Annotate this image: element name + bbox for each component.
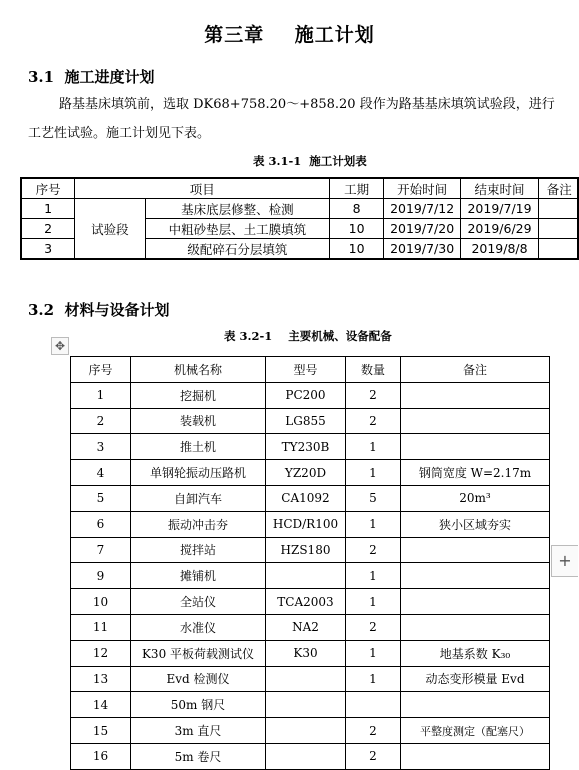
cell-name: 自卸汽车 (131, 485, 266, 511)
table-header-row (21, 178, 578, 199)
header-days: 工期 (330, 178, 384, 199)
cell-qty: 5 (346, 485, 401, 511)
cell-model: HCD/R100 (266, 511, 346, 537)
header-note: 备注 (538, 178, 578, 199)
header-item: 项目 (75, 178, 330, 199)
cell-note: 平整度测定（配塞尺） (401, 718, 550, 744)
cell-no: 3 (21, 239, 75, 260)
table-row (71, 666, 550, 692)
table-row (71, 537, 550, 563)
cell-note (401, 537, 550, 563)
cell-no: 1 (21, 199, 75, 219)
cell-model: TY230B (266, 434, 346, 460)
cell-end: 2019/8/8 (461, 239, 538, 260)
cell-item: 基床底层修整、检测 (145, 199, 330, 219)
cell-qty: 1 (346, 666, 401, 692)
header-start: 开始时间 (383, 178, 460, 199)
cell-note: 20m³ (401, 485, 550, 511)
paragraph-line-1: 路基基床填筑前，选取 DK68+758.20～+858.20 段作为路基基床填筑试验段，进行 (59, 97, 555, 112)
cell-model: NA2 (266, 614, 346, 640)
cell-note (538, 219, 578, 239)
cell-no: 7 (71, 537, 131, 563)
cell-note (401, 743, 550, 769)
cell-name: 振动冲击夯 (131, 511, 266, 537)
cell-note (401, 382, 550, 408)
cell-qty: 2 (346, 743, 401, 769)
header-no: 序号 (21, 178, 75, 199)
table-row (71, 382, 550, 408)
cell-qty: 2 (346, 408, 401, 434)
cell-note (401, 589, 550, 615)
table-header-row (71, 357, 550, 383)
cell-model: PC200 (266, 382, 346, 408)
cell-no: 12 (71, 640, 131, 666)
paragraph-line-2: 工艺性试验。施工计划见下表。 (28, 126, 211, 141)
cell-note (401, 692, 550, 718)
cell-item: 级配碎石分层填筑 (145, 239, 330, 260)
header-model: 型号 (266, 357, 346, 383)
cell-note (401, 408, 550, 434)
table-row (21, 199, 578, 219)
cell-no: 6 (71, 511, 131, 537)
table-row (71, 718, 550, 744)
cell-no: 4 (71, 460, 131, 486)
section-heading-3-1: 3.1 施工进度计划 (28, 68, 155, 86)
section-heading-3-2: 3.2 材料与设备计划 (28, 301, 170, 319)
cell-model: K30 (266, 640, 346, 666)
cell-note: 地基系数 K₃₀ (401, 640, 550, 666)
cell-name: 50m 钢尺 (131, 692, 266, 718)
equipment-table (70, 356, 550, 770)
table-row (71, 692, 550, 718)
cell-no: 1 (71, 382, 131, 408)
cell-start: 2019/7/20 (383, 219, 460, 239)
cell-no: 10 (71, 589, 131, 615)
move-icon[interactable]: ✥ (51, 337, 69, 355)
table-caption-3-2-1: 表 3.2-1 主要机械、设备配备 (224, 329, 392, 343)
cell-note (401, 563, 550, 589)
cell-name: 推土机 (131, 434, 266, 460)
header-name: 机械名称 (131, 357, 266, 383)
cell-no: 15 (71, 718, 131, 744)
cell-qty: 1 (346, 434, 401, 460)
cell-no: 5 (71, 485, 131, 511)
cell-model (266, 718, 346, 744)
cell-qty: 1 (346, 589, 401, 615)
table-row (71, 460, 550, 486)
cell-days: 8 (330, 199, 384, 219)
cell-name: 摊铺机 (131, 563, 266, 589)
cell-no: 11 (71, 614, 131, 640)
header-qty: 数量 (346, 357, 401, 383)
cell-days: 10 (330, 219, 384, 239)
chapter-title: 第三章 施工计划 (204, 24, 375, 46)
cell-qty: 2 (346, 614, 401, 640)
table-row (71, 408, 550, 434)
table-row (71, 563, 550, 589)
header-end: 结束时间 (461, 178, 538, 199)
cell-name: K30 平板荷载测试仪 (131, 640, 266, 666)
cell-days: 10 (330, 239, 384, 260)
group-label: 试验段 (75, 199, 145, 260)
cell-note: 狭小区域夯实 (401, 511, 550, 537)
cell-no: 2 (21, 219, 75, 239)
cell-model: CA1092 (266, 485, 346, 511)
cell-name: 搅拌站 (131, 537, 266, 563)
table-row (71, 589, 550, 615)
cell-no: 2 (71, 408, 131, 434)
cell-note: 动态变形模量 Evd (401, 666, 550, 692)
cell-name: 单钢轮振动压路机 (131, 460, 266, 486)
cell-model: YZ20D (266, 460, 346, 486)
cell-no: 3 (71, 434, 131, 460)
cell-name: 全站仪 (131, 589, 266, 615)
cell-qty (346, 692, 401, 718)
table-caption-3-1-1: 表 3.1-1 施工计划表 (253, 154, 367, 168)
cell-model: HZS180 (266, 537, 346, 563)
cell-qty: 1 (346, 640, 401, 666)
cell-item: 中粗砂垫层、土工膜填筑 (145, 219, 330, 239)
cell-name: Evd 检测仪 (131, 666, 266, 692)
cell-qty: 1 (346, 511, 401, 537)
header-no: 序号 (71, 357, 131, 383)
cell-model: TCA2003 (266, 589, 346, 615)
cell-end: 2019/7/19 (461, 199, 538, 219)
table-row (71, 640, 550, 666)
cell-start: 2019/7/12 (383, 199, 460, 219)
table-row (71, 743, 550, 769)
cell-note (538, 199, 578, 219)
table-row (71, 614, 550, 640)
cell-note: 钢筒宽度 W=2.17m (401, 460, 550, 486)
cell-no: 14 (71, 692, 131, 718)
table-row (71, 434, 550, 460)
schedule-table (20, 177, 579, 260)
cell-name: 5m 卷尺 (131, 743, 266, 769)
cell-model (266, 743, 346, 769)
cell-qty: 1 (346, 563, 401, 589)
header-note: 备注 (401, 357, 550, 383)
cell-start: 2019/7/30 (383, 239, 460, 260)
cell-name: 挖掘机 (131, 382, 266, 408)
cell-note (401, 614, 550, 640)
cell-model (266, 666, 346, 692)
cell-end: 2019/6/29 (461, 219, 538, 239)
table-row (71, 511, 550, 537)
cell-name: 水准仪 (131, 614, 266, 640)
table-row (71, 485, 550, 511)
cell-note (538, 239, 578, 260)
cell-no: 13 (71, 666, 131, 692)
cell-qty: 2 (346, 537, 401, 563)
cell-model: LG855 (266, 408, 346, 434)
cell-no: 9 (71, 563, 131, 589)
cell-qty: 1 (346, 460, 401, 486)
cell-name: 3m 直尺 (131, 718, 266, 744)
cell-qty: 2 (346, 718, 401, 744)
cell-model (266, 692, 346, 718)
cell-no: 16 (71, 743, 131, 769)
cell-note (401, 434, 550, 460)
cell-model (266, 563, 346, 589)
cell-qty: 2 (346, 382, 401, 408)
cell-name: 装载机 (131, 408, 266, 434)
plus-icon[interactable]: + (551, 545, 578, 577)
